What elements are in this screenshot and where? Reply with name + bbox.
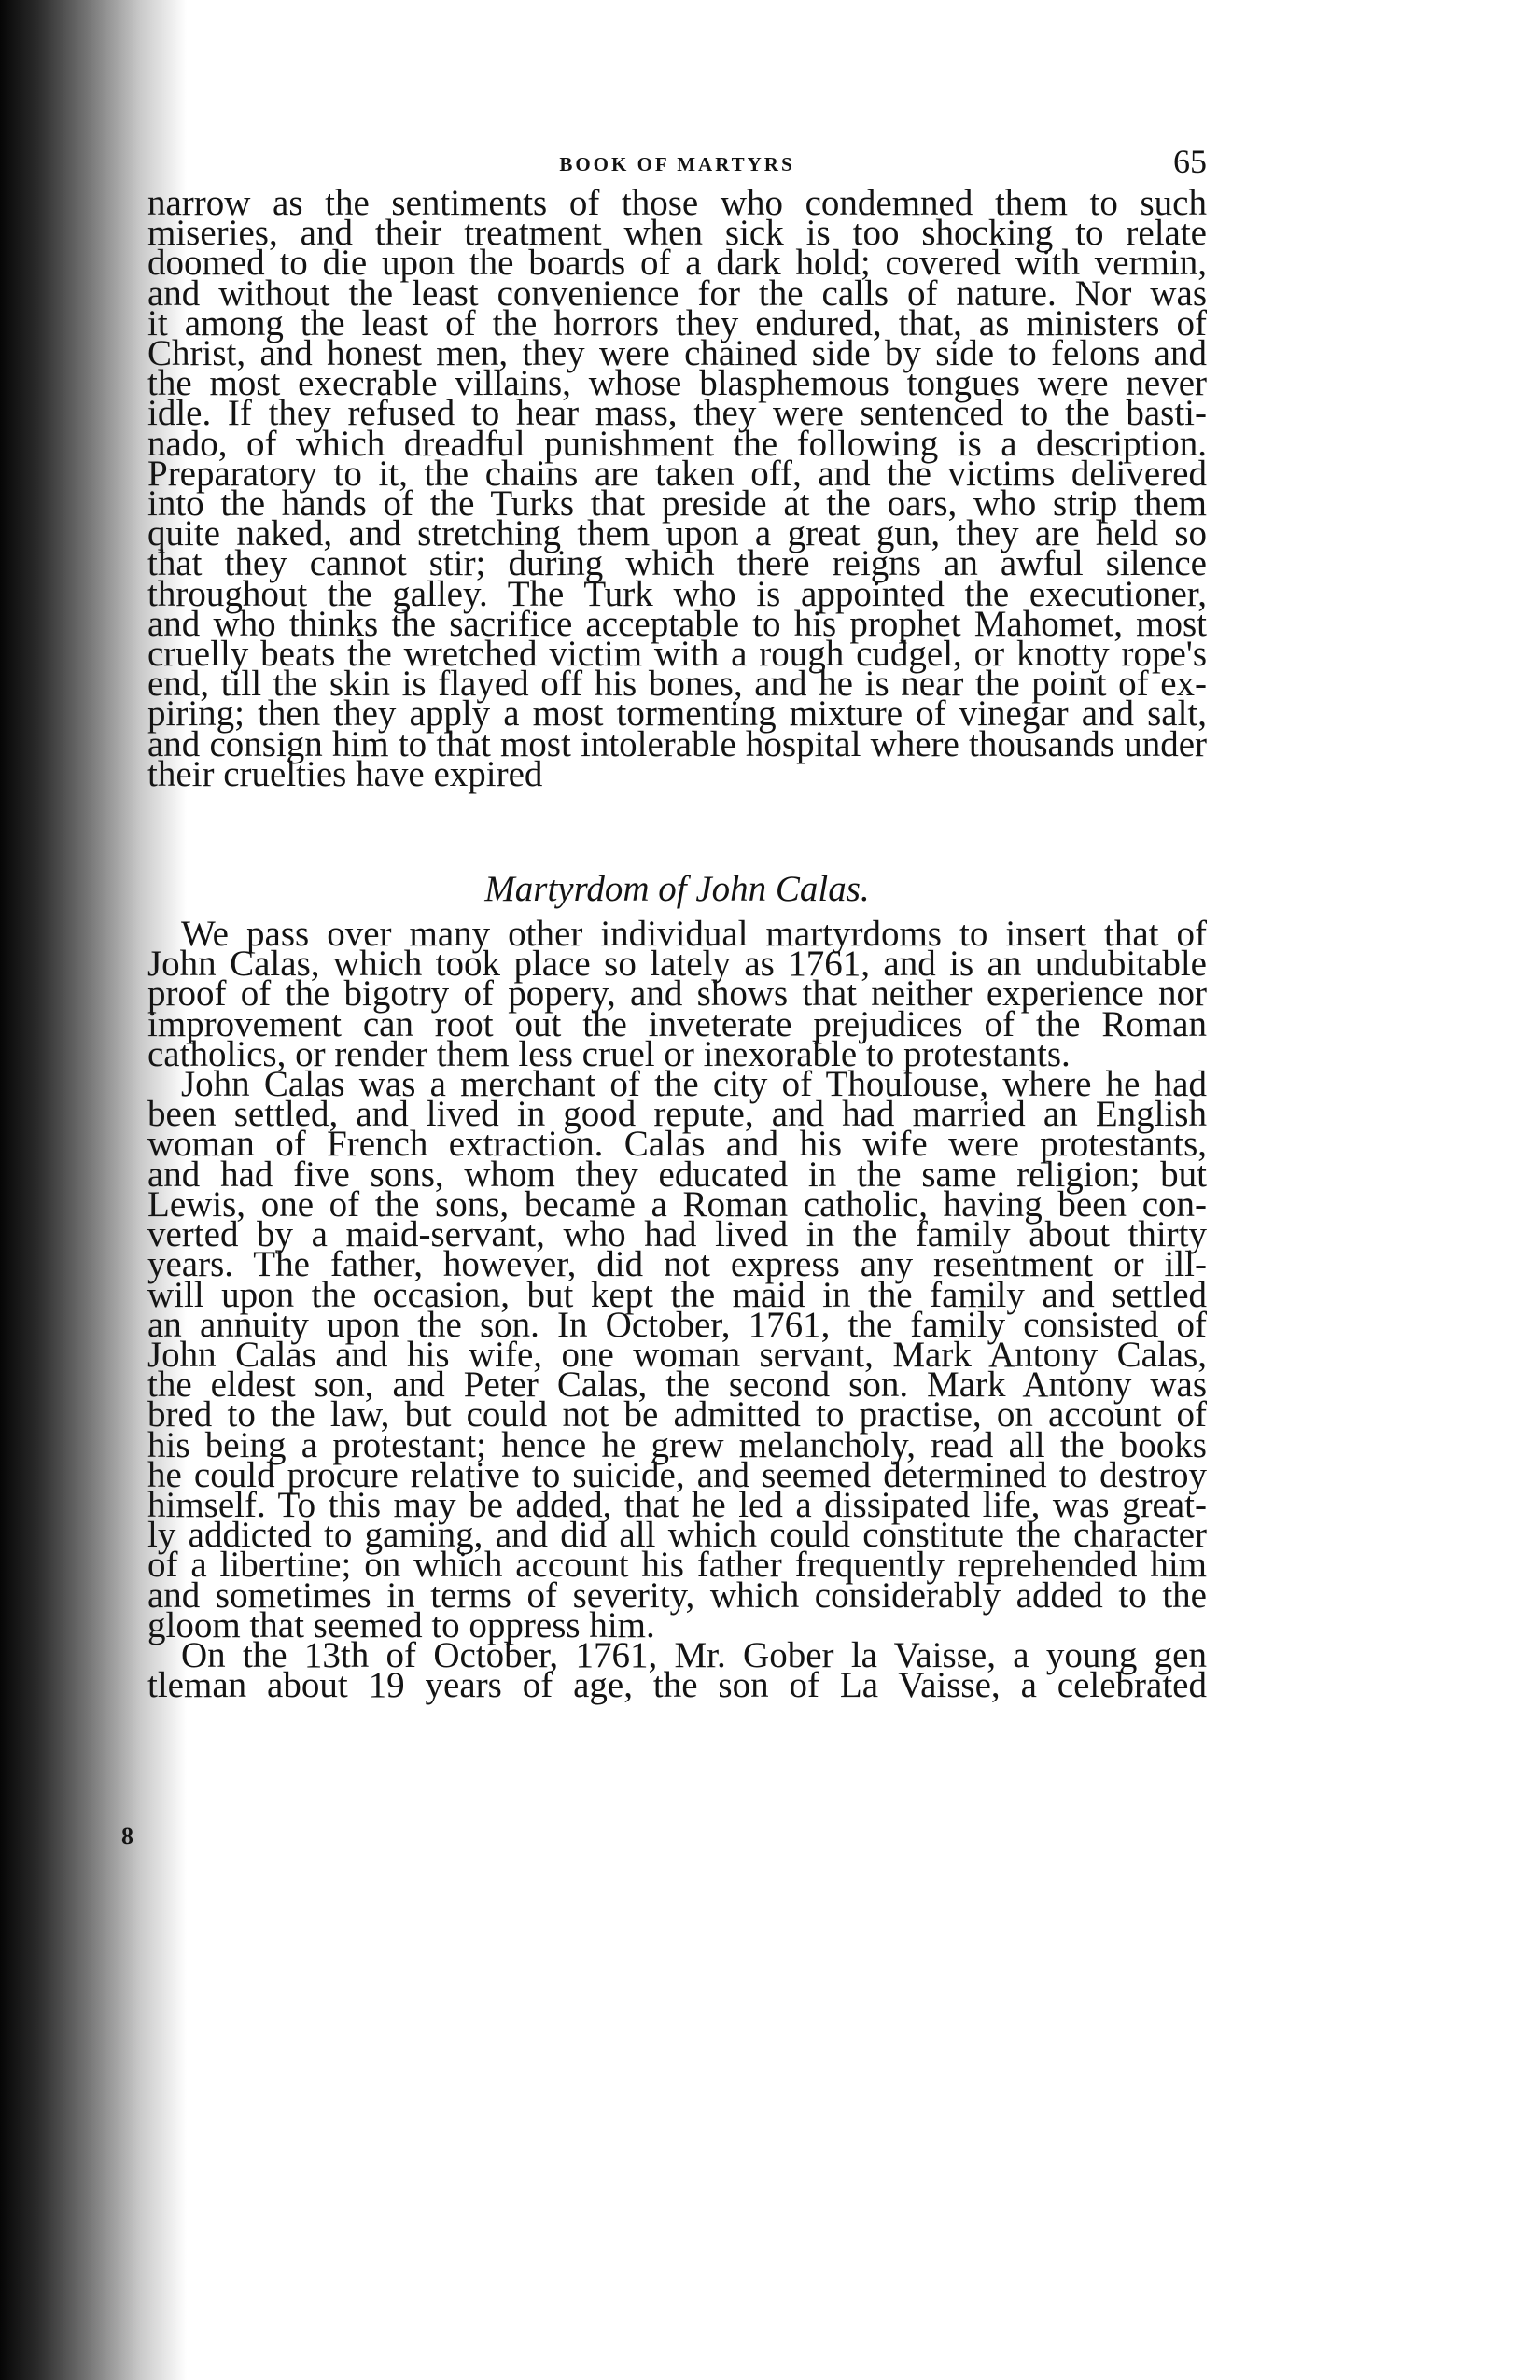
paragraph-la-vaisse (147, 1634, 1207, 1706)
running-title: BOOK OF MARTYRS (559, 153, 795, 175)
text-line: he could procure relative to suicide, and seemed determined to destroy (147, 1454, 1207, 1495)
text-line: miseries, and their treatment when sick is too shocking to relate (147, 213, 1207, 254)
text-line: and consign him to that most intolerable hospital where thousands under (147, 723, 1207, 764)
paragraph-calas-family (147, 1064, 1207, 1645)
text-line: will upon the occasion, but kept the maid in the family and settled (147, 1274, 1207, 1315)
text-line: an annuity upon the son. In October, 1761, the family consisted of (147, 1304, 1207, 1345)
text-line: his being a protestant; hence he grew melancholy, read all the books (147, 1424, 1207, 1465)
text-line: John Calas, which took place so lately as 1761, and is an undubitable (147, 944, 1207, 985)
text-line: proof of the bigotry of popery, and shows that neither experience nor (147, 973, 1207, 1015)
page-number: 65 (1173, 143, 1207, 180)
text-line: John Calas was a merchant of the city of Thoulouse, where he had (181, 1064, 1207, 1105)
text-line: and who thinks the sacrifice acceptable to his prophet Mahomet, most (147, 603, 1207, 644)
text-line: narrow as the sentiments of those who condemned them to such (147, 183, 1207, 223)
text-line: Preparatory to it, the chains are taken off, and the victims delivered (147, 453, 1207, 494)
text-line: piring; then they apply a most tormenting mixture of vinegar and salt, (147, 693, 1207, 735)
running-head (147, 140, 1207, 183)
text-line: Lewis, one of the sons, became a Roman catholic, having been con- (147, 1183, 1207, 1225)
text-line: been settled, and lived in good repute, and had married an English (147, 1094, 1207, 1135)
text-line: bred to the law, but could not be admitted to practise, on account of (147, 1394, 1207, 1435)
text-line: John Calas and his wife, one woman servant, Mark Antony Calas, (147, 1334, 1207, 1375)
paragraph-introduction-calas (147, 914, 1207, 1074)
book-page (147, 140, 1207, 1706)
text-line: Christ, and honest men, they were chained side by side to felons and (147, 333, 1207, 374)
text-line: doomed to die upon the boards of a dark hold; covered with vermin, (147, 243, 1207, 284)
text-line: verted by a maid-servant, who had lived in the family about thirty (147, 1214, 1207, 1255)
text-line: woman of French extraction. Calas and his wife were protestants, (147, 1124, 1207, 1165)
text-line: quite naked, and stretching them upon a great gun, they are held so (147, 513, 1207, 554)
text-line: and had five sons, whom they educated in the same religion; but (147, 1154, 1207, 1195)
text-line: We pass over many other individual martyrdoms to insert that of (181, 914, 1207, 955)
signature-mark: 8 (121, 1823, 133, 1850)
text-line: throughout the galley. The Turk who is appointed the executioner, (147, 573, 1207, 614)
text-line: improvement can root out the inveterate prejudices of the Roman (147, 1003, 1207, 1044)
section-heading: Martyrdom of John Calas. (484, 869, 870, 910)
text-line: gloom that seemed to oppress him. (147, 1604, 655, 1645)
text-line: and without the least convenience for the calls of nature. Nor was (147, 273, 1207, 314)
text-line: the most execrable villains, whose blasphemous tongues were never (147, 363, 1207, 404)
text-line: of a libertine; on which account his father frequently reprehended him (147, 1545, 1207, 1586)
text-line: end, till the skin is flayed off his bones, and he is near the point of ex- (147, 664, 1207, 705)
text-line: into the hands of the Turks that preside at the oars, who strip them (147, 483, 1207, 525)
text-line: their cruelties have expired (147, 753, 543, 794)
text-line: nado, of which dreadful punishment the following is a description. (147, 423, 1207, 464)
text-line: himself. To this may be added, that he led a dissipated life, was great- (147, 1484, 1207, 1525)
text-line: and sometimes in terms of severity, which considerably added to the (147, 1575, 1207, 1616)
text-line: catholics, or render them less cruel or inexorable to protestants. (147, 1033, 1071, 1074)
text-line: that they cannot stir; during which there reigns an awful silence (147, 543, 1207, 584)
text-line: years. The father, however, did not express any resentment or ill- (147, 1244, 1207, 1285)
text-line: it among the least of the horrors they endured, that, as ministers of (147, 302, 1207, 343)
text-line: the eldest son, and Peter Calas, the second son. Mark Antony was (147, 1365, 1207, 1406)
paragraph-galley-punishment (147, 183, 1207, 794)
text-line: tleman about 19 years of age, the son of La Vaisse, a celebrated (147, 1665, 1207, 1706)
text-line: idle. If they refused to hear mass, they were sentenced to the basti- (147, 393, 1207, 434)
text-line: On the 13th of October, 1761, Mr. Gober la Vaisse, a young gen (181, 1634, 1207, 1675)
text-line: cruelly beats the wretched victim with a rough cudgel, or knotty rope's (147, 634, 1207, 675)
text-line: ly addicted to gaming, and did all which could constitute the character (147, 1515, 1207, 1556)
